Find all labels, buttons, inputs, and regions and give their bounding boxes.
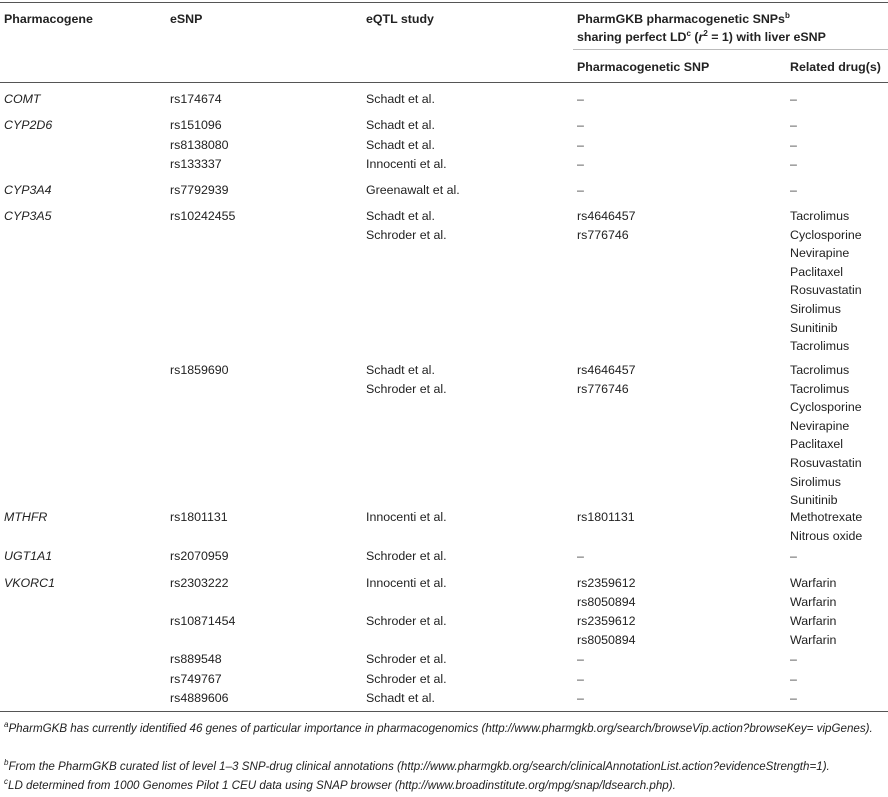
pharmacogenetic-snp: rs4646457 <box>577 363 636 377</box>
header-bottom-rule <box>0 82 888 83</box>
header-esnp: eSNP <box>170 12 203 26</box>
gene-name: CYP3A4 <box>4 183 52 197</box>
header-eqtl-study: eQTL study <box>366 12 434 26</box>
header-pharmgkb-line1: PharmGKB pharmacogenetic SNPs <box>577 12 785 26</box>
related-drug: Nevirapine <box>790 246 850 261</box>
related-drug: – <box>790 549 797 563</box>
table-top-rule <box>0 2 888 3</box>
esnp-id: rs1801131 <box>170 510 228 524</box>
related-drug: Cyclosporine <box>790 227 862 242</box>
related-drug: Sirolimus <box>790 474 841 489</box>
related-drug: – <box>790 157 797 171</box>
eqtl-study: Greenawalt et al. <box>366 183 460 197</box>
esnp-id: rs2070959 <box>170 549 229 563</box>
pharmacogenetic-snp: rs776746 <box>577 228 629 243</box>
header-pharmgkb-line2 <box>577 30 826 44</box>
pharmacogenetic-snp: – <box>577 118 584 132</box>
gene-name: MTHFR <box>4 510 48 524</box>
eqtl-study: Schadt et al. <box>366 118 435 132</box>
pharmacogenetic-snp: rs8050894 <box>577 595 636 610</box>
eqtl-study: Schadt et al. <box>366 209 435 223</box>
related-drug: Tacrolimus <box>790 381 850 396</box>
esnp-id: rs7792939 <box>170 183 229 197</box>
footnote-c <box>4 777 882 795</box>
eqtl-study: Schadt et al. <box>366 138 435 152</box>
pharmacogenetic-snp: rs2359612 <box>577 614 636 628</box>
eqtl-study: Innocenti et al. <box>366 576 447 590</box>
header-ld-rest: = 1) with liver eSNP <box>707 30 826 44</box>
pharmacogenetic-snp: rs8050894 <box>577 633 636 648</box>
eqtl-study: Schroder et al. <box>366 614 447 628</box>
related-drug: Methotrexate <box>790 510 863 524</box>
esnp-id: rs10871454 <box>170 614 236 628</box>
related-drug: – <box>790 652 797 666</box>
footnote-mark-b: b <box>784 10 790 20</box>
footnote-b <box>4 758 882 776</box>
footnote-mark: c <box>4 777 8 787</box>
esnp-id: rs10242455 <box>170 209 236 223</box>
related-drug: Paclitaxel <box>790 264 844 279</box>
related-drug: – <box>790 92 797 106</box>
header-r-squared: 2 <box>703 28 708 38</box>
group-header-rule <box>573 49 888 50</box>
pharmacogenetic-snp: – <box>577 157 584 171</box>
eqtl-study: Schroder et al. <box>366 672 447 686</box>
eqtl-study: Innocenti et al. <box>366 510 447 524</box>
pharmacogenetic-snp: – <box>577 92 584 106</box>
eqtl-study: Schadt et al. <box>366 363 435 377</box>
gene-name: CYP3A5 <box>4 209 52 223</box>
related-drug: – <box>790 138 797 152</box>
related-drug: Nitrous oxide <box>790 528 863 543</box>
gene-name: UGT1A1 <box>4 549 53 563</box>
esnp-id: rs749767 <box>170 672 222 686</box>
header-related-drugs: Related drug(s) <box>790 60 881 74</box>
related-drug: Rosuvastatin <box>790 283 862 298</box>
eqtl-study: Innocenti et al. <box>366 157 447 171</box>
header-r: r <box>698 30 704 44</box>
pharmacogenetic-snp: rs1801131 <box>577 510 635 524</box>
header-paren: ( <box>690 30 699 44</box>
related-drug: Cyclosporine <box>790 400 862 415</box>
pharmacogenetic-snp: – <box>577 549 584 563</box>
eqtl-study: Schadt et al. <box>366 92 435 106</box>
header-ld-text: sharing perfect LD <box>577 30 687 44</box>
related-drug: Tacrolimus <box>790 363 850 377</box>
pharmacogenetic-snp: – <box>577 138 584 152</box>
footnote-text: From the PharmGKB curated list of level 1–3 SNP-drug clinical annotations (http://www.pharmgkb.org/search/clinicalAnnotationList.action?evidenceStrength=1). <box>8 760 830 773</box>
footnote-text: PharmGKB has currently identified 46 genes of particular importance in pharmacogenomics (http://www.pharmgkb.org/search/browseVip.action?browseKey= vipGenes). <box>8 722 873 735</box>
footnote-mark: b <box>4 758 9 768</box>
esnp-id: rs8138080 <box>170 138 229 152</box>
pharmacogenetic-snp: – <box>577 672 584 686</box>
related-drug: – <box>790 672 797 686</box>
footnote-text: LD determined from 1000 Genomes Pilot 1 CEU data using SNAP browser (http://www.broadinstitute.org/mpg/snap/ldsearch.php). <box>8 779 676 792</box>
esnp-id: rs4889606 <box>170 691 229 705</box>
esnp-id: rs2303222 <box>170 576 229 590</box>
related-drug: Sunitinib <box>790 493 838 508</box>
pharmacogenetic-snp: rs776746 <box>577 382 629 397</box>
header-pharmacogene: Pharmacogene <box>4 12 93 26</box>
pharmacogenetic-snp: – <box>577 652 584 666</box>
related-drug: Rosuvastatin <box>790 456 862 470</box>
related-drug: Tacrolimus <box>790 209 850 223</box>
eqtl-study: Schadt et al. <box>366 691 435 705</box>
table-bottom-rule <box>0 711 888 712</box>
related-drug: Sunitinib <box>790 320 838 335</box>
pharmacogenetic-snp: rs2359612 <box>577 576 636 590</box>
pharmacogenetic-snp: – <box>577 183 584 197</box>
eqtl-study: Schroder et al. <box>366 652 447 666</box>
related-drug: Nevirapine <box>790 418 850 433</box>
header-pharmgkb-group <box>577 12 790 26</box>
esnp-id: rs151096 <box>170 118 222 132</box>
pharmacogenetic-snp: – <box>577 691 584 705</box>
related-drug: Tacrolimus <box>790 339 850 354</box>
related-drug: – <box>790 118 797 132</box>
related-drug: Warfarin <box>790 594 837 609</box>
esnp-id: rs1859690 <box>170 363 229 377</box>
related-drug: Warfarin <box>790 576 837 590</box>
esnp-id: rs174674 <box>170 92 222 106</box>
gene-name: COMT <box>4 92 41 106</box>
related-drug: – <box>790 183 797 197</box>
esnp-id: rs133337 <box>170 157 222 171</box>
gene-name: CYP2D6 <box>4 118 53 132</box>
pharmacogenetic-snp: rs4646457 <box>577 209 636 223</box>
footnote-a <box>4 720 882 738</box>
eqtl-study: Schroder et al. <box>366 228 447 243</box>
related-drug: Sirolimus <box>790 302 841 316</box>
eqtl-study: Schroder et al. <box>366 549 447 563</box>
gene-name: VKORC1 <box>4 576 55 590</box>
footnote-mark-c: c <box>686 28 691 38</box>
esnp-id: rs889548 <box>170 652 222 666</box>
eqtl-study: Schroder et al. <box>366 382 447 397</box>
footnote-mark: a <box>4 720 9 730</box>
header-pharmacogenetic-snp: Pharmacogenetic SNP <box>577 60 710 74</box>
related-drug: – <box>790 691 797 705</box>
related-drug: Warfarin <box>790 632 837 647</box>
related-drug: Warfarin <box>790 614 837 628</box>
related-drug: Paclitaxel <box>790 437 844 452</box>
